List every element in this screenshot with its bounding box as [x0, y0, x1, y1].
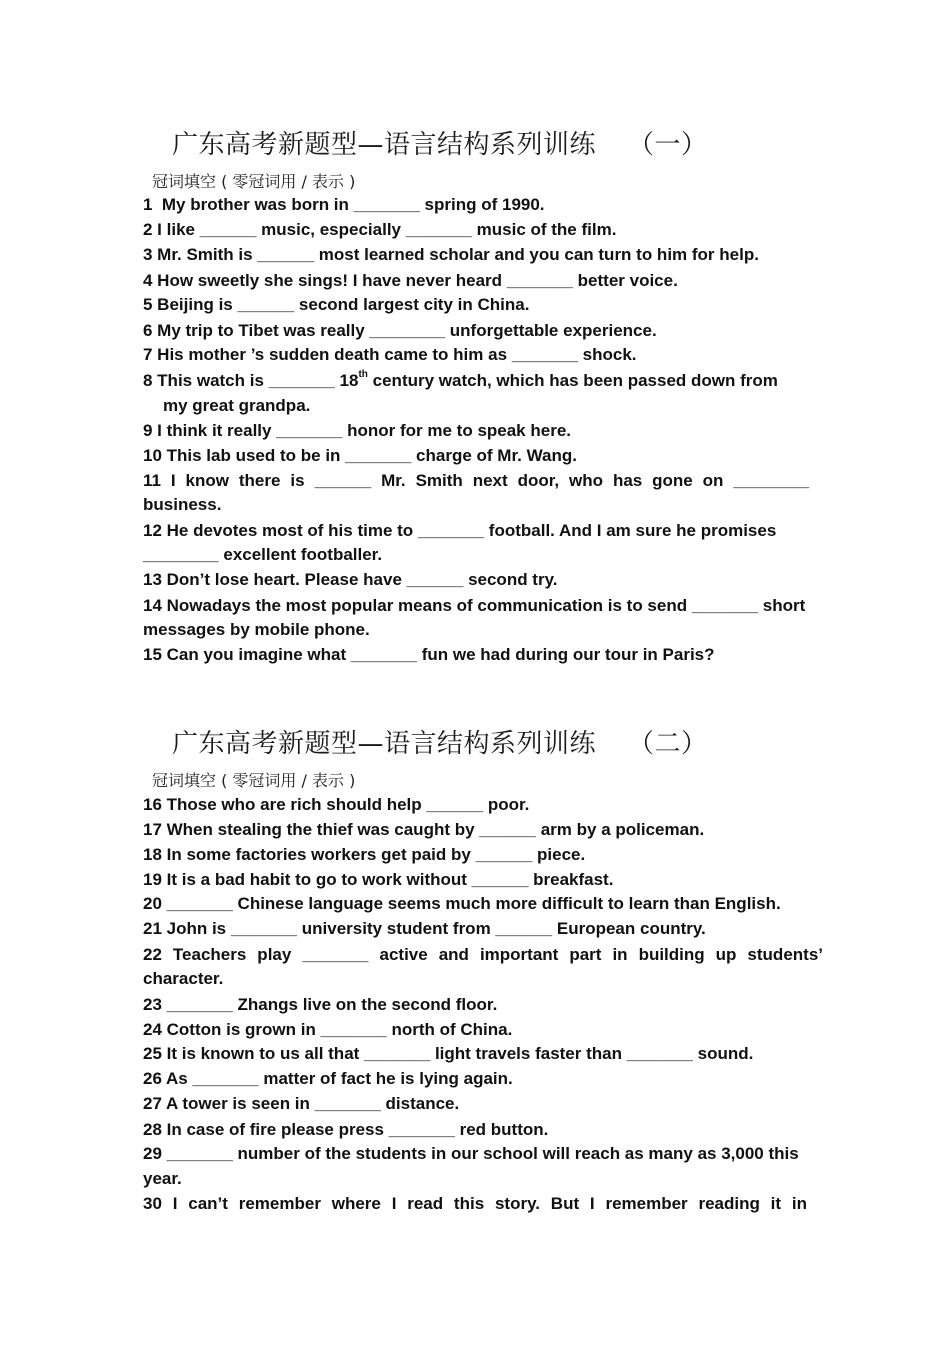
question-18: 18 In some factories workers get paid by ______ piece. — [143, 845, 586, 864]
question-6: 6 My trip to Tibet was really ________ unforgettable experience. — [143, 321, 657, 340]
section-2-title — [172, 723, 708, 760]
question-22-continued: character. — [143, 969, 224, 988]
question-27: 27 A tower is seen in _______ distance. — [143, 1094, 460, 1113]
section-2-title-number: （二） — [628, 729, 708, 759]
question-19: 19 It is a bad habit to go to work without ______ breakfast. — [143, 870, 614, 889]
question-26: 26 As _______ matter of fact he is lying again. — [143, 1069, 513, 1088]
question-30: 30 I can’t remember where I read this story. But I remember reading it in — [143, 1194, 807, 1213]
question-8-superscript: th — [358, 369, 368, 380]
question-10: 10 This lab used to be in _______ charge of Mr. Wang. — [143, 446, 577, 465]
question-8-text-b: century watch, which has been passed down from — [367, 371, 778, 390]
question-12: 12 He devotes most of his time to _______ football. And I am sure he promises — [143, 521, 777, 540]
question-13: 13 Don’t lose heart. Please have ______ second try. — [143, 570, 558, 589]
question-23: 23 _______ Zhangs live on the second floor. — [143, 995, 498, 1014]
question-29: 29 _______ number of the students in our school will reach as many as 3,000 this — [143, 1144, 799, 1163]
section-1-title-number: （一） — [628, 130, 708, 160]
question-3: 3 Mr. Smith is ______ most learned scholar and you can turn to him for help. — [143, 245, 759, 264]
question-25: 25 It is known to us all that _______ light travels faster than _______ sound. — [143, 1044, 754, 1063]
question-28: 28 In case of fire please press _______ red button. — [143, 1120, 549, 1139]
question-8-text-a: 8 This watch is _______ 18 — [143, 371, 359, 390]
question-8-continued: my great grandpa. — [163, 396, 311, 415]
section-1-title — [172, 124, 708, 161]
question-7: 7 His mother ’s sudden death came to him as _______ shock. — [143, 345, 637, 364]
section-2-subtitle: 冠词填空 ( 零冠词用 / 表示 ) — [152, 771, 356, 790]
question-11-continued: business. — [143, 495, 222, 514]
question-16: 16 Those who are rich should help ______ poor. — [143, 795, 530, 814]
section-2-title-text: 广东高考新题型—语言结构系列训练 — [172, 729, 597, 759]
section-1-title-text: 广东高考新题型—语言结构系列训练 — [172, 130, 597, 160]
question-5: 5 Beijing is ______ second largest city in China. — [143, 295, 530, 314]
question-17: 17 When stealing the thief was caught by ______ arm by a policeman. — [143, 820, 705, 839]
question-9: 9 I think it really _______ honor for me to speak here. — [143, 421, 571, 440]
question-15: 15 Can you imagine what _______ fun we had during our tour in Paris? — [143, 645, 715, 664]
section-1-subtitle: 冠词填空 ( 零冠词用 / 表示 ) — [152, 172, 356, 191]
question-1: 1 My brother was born in _______ spring of 1990. — [143, 195, 545, 214]
question-14: 14 Nowadays the most popular means of communication is to send _______ short — [143, 596, 806, 615]
question-2: 2 I like ______ music, especially _______ music of the film. — [143, 220, 617, 239]
question-24: 24 Cotton is grown in _______ north of China. — [143, 1020, 513, 1039]
question-21: 21 John is _______ university student from ______ European country. — [143, 919, 706, 938]
question-14-continued: messages by mobile phone. — [143, 620, 370, 639]
question-11: 11 I know there is ______ Mr. Smith next door, who has gone on ________ — [143, 471, 809, 490]
question-22: 22 Teachers play _______ active and important part in building up students’ — [143, 945, 823, 964]
question-20: 20 _______ Chinese language seems much more difficult to learn than English. — [143, 894, 781, 913]
question-12-continued: ________ excellent footballer. — [143, 545, 383, 564]
question-4: 4 How sweetly she sings! I have never heard _______ better voice. — [143, 271, 678, 290]
question-29-continued: year. — [143, 1169, 182, 1188]
question-8 — [143, 368, 843, 393]
